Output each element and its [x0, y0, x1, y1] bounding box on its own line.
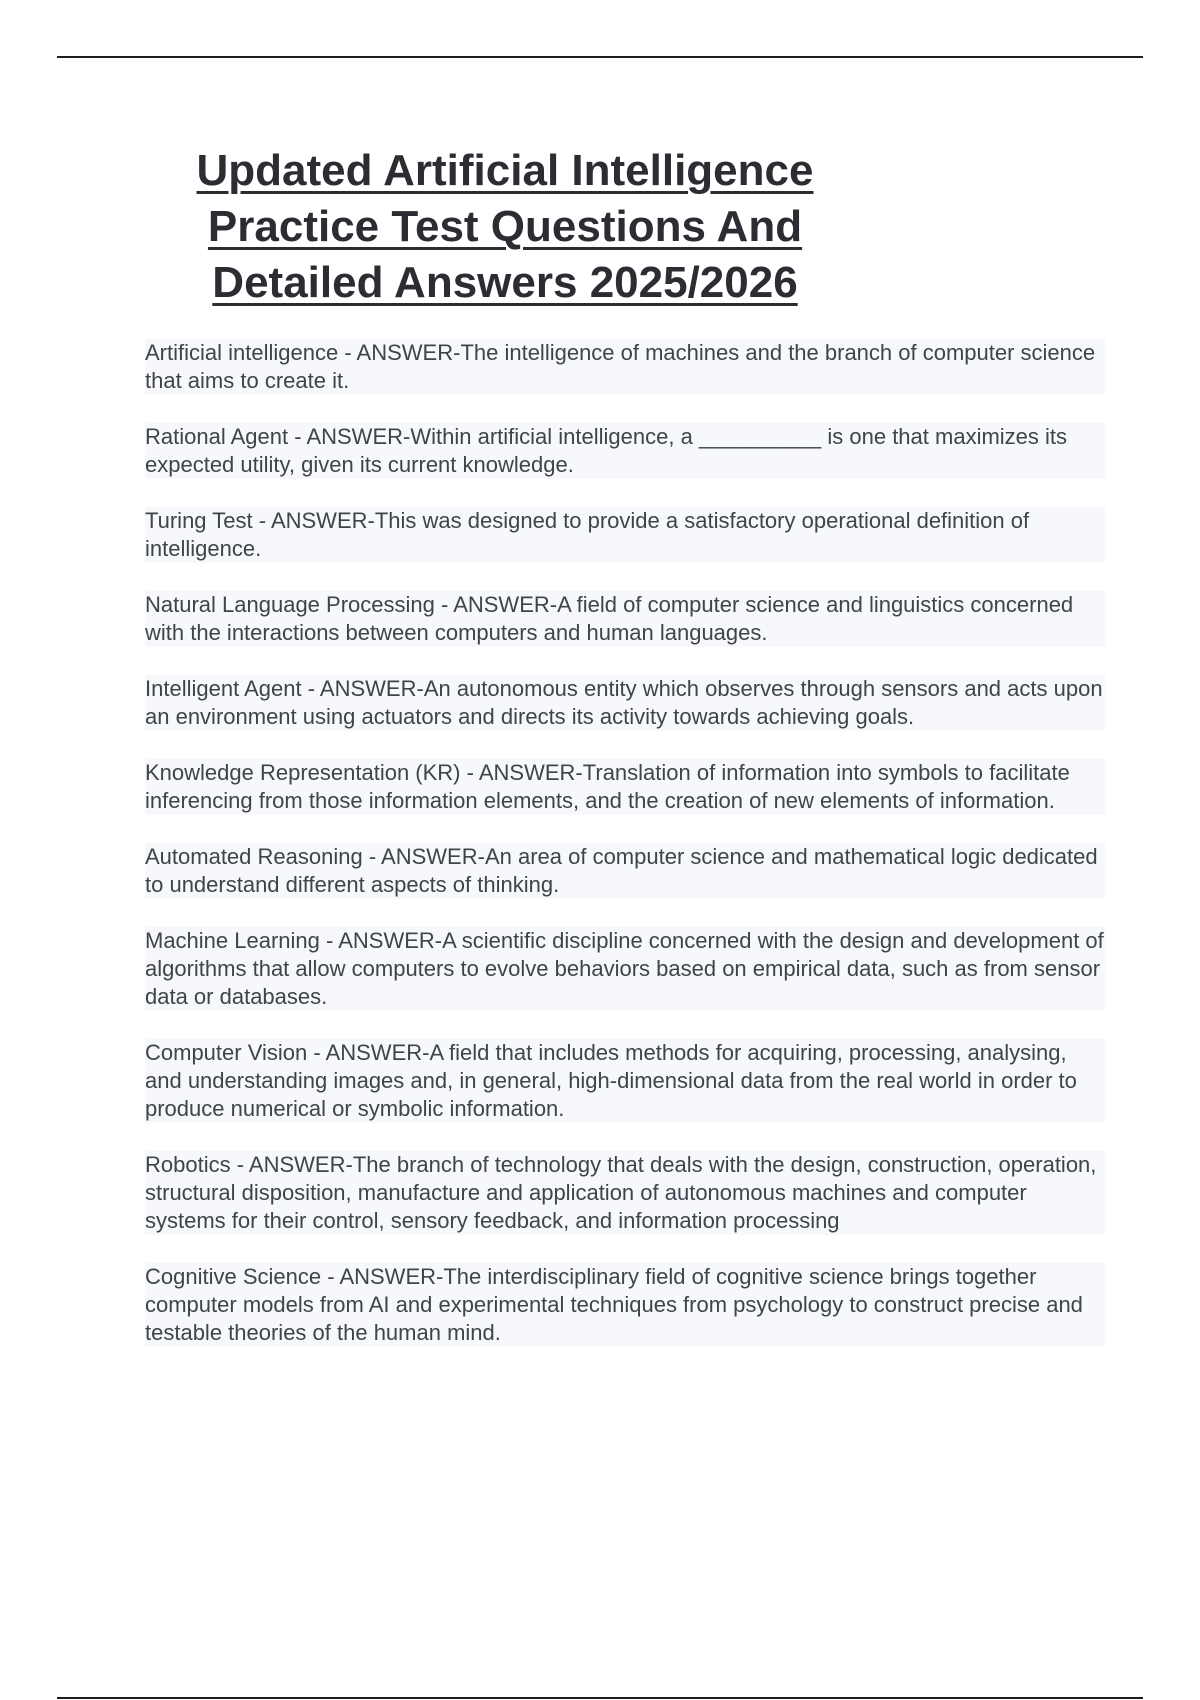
entry-separator: - ANSWER-: [319, 928, 443, 953]
entry-term: Knowledge Representation (KR): [145, 760, 461, 785]
document-title: [140, 148, 870, 316]
qa-entry: [145, 1039, 1105, 1123]
title-line: Updated Artificial Intelligence: [196, 146, 814, 195]
entry-answer: The branch of technology that deals with the design, construction, operation, structural disposition, manufacture and application of autonomous machines and computer systems for their control, sensory feedback, and information processing: [145, 1152, 1097, 1233]
entry-term: Turing Test: [145, 508, 253, 533]
qa-entry: [145, 675, 1105, 731]
entry-answer: An autonomous entity which observes through sensors and acts upon an environment using actuators and directs its activity towards achieving goals.: [145, 676, 1103, 729]
entry-separator: - ANSWER-: [307, 1040, 430, 1065]
title-line: Practice Test Questions And: [207, 202, 803, 251]
entry-answer: Translation of information into symbols to facilitate inferencing from those information elements, and the creation of new elements of information.: [145, 760, 1070, 813]
entry-answer: Within artificial intelligence, a __________ is one that maximizes its expected utility, given its current knowledge.: [145, 424, 1068, 477]
title-line: Detailed Answers 2025/2026: [212, 258, 798, 307]
entry-answer: An area of computer science and mathematical logic dedicated to understand different aspects of thinking.: [145, 844, 1098, 897]
entry-term: Rational Agent: [145, 424, 289, 449]
qa-entry: [145, 423, 1105, 479]
entry-term: Natural Language Processing: [145, 592, 435, 617]
entry-answer: A field that includes methods for acquiring, processing, analysing, and understanding images and, in general, high-dimensional data from the real world in order to produce numerical or symbolic information.: [145, 1040, 1077, 1121]
entry-separator: - ANSWER-: [230, 1152, 353, 1177]
entry-answer: A scientific discipline concerned with the design and development of algorithms that allow computers to evolve behaviors based on empirical data, such as from sensor data or databases.: [145, 928, 1104, 1009]
qa-entry: [145, 591, 1105, 647]
bottom-rule: [57, 1697, 1143, 1699]
entry-separator: - ANSWER-: [362, 844, 485, 869]
qa-entry: [145, 927, 1105, 1011]
entry-term: Automated Reasoning: [145, 844, 363, 869]
entry-term: Artificial intelligence: [145, 340, 339, 365]
entry-term: Intelligent Agent: [145, 676, 302, 701]
entry-term: Cognitive Science: [145, 1264, 322, 1289]
qa-entry: [145, 1263, 1105, 1347]
qa-entry: [145, 843, 1105, 899]
qa-entry: [145, 1151, 1105, 1235]
entry-answer: A field of computer science and linguistics concerned with the interactions between computers and human languages.: [145, 592, 1074, 645]
entry-answer: The intelligence of machines and the branch of computer science that aims to create it.: [145, 340, 1096, 393]
qa-entry: [145, 339, 1105, 395]
entry-separator: - ANSWER-: [460, 760, 583, 785]
qa-list: [145, 339, 1105, 1375]
entry-answer: The interdisciplinary field of cognitive science brings together computer models from AI and experimental techniques from psychology to construct precise and testable theories of the human mind.: [145, 1264, 1083, 1345]
entry-answer: This was designed to provide a satisfactory operational definition of intelligence.: [145, 508, 1030, 561]
entry-separator: - ANSWER-: [338, 340, 461, 365]
top-rule: [57, 56, 1143, 58]
entry-separator: - ANSWER-: [301, 676, 424, 701]
qa-entry: [145, 507, 1105, 563]
qa-entry: [145, 759, 1105, 815]
entry-separator: - ANSWER-: [321, 1264, 444, 1289]
entry-separator: - ANSWER-: [252, 508, 375, 533]
entry-term: Computer Vision: [145, 1040, 308, 1065]
entry-separator: - ANSWER-: [434, 592, 558, 617]
entry-separator: - ANSWER-: [288, 424, 411, 449]
entry-term: Robotics: [145, 1152, 231, 1177]
entry-term: Machine Learning: [145, 928, 320, 953]
